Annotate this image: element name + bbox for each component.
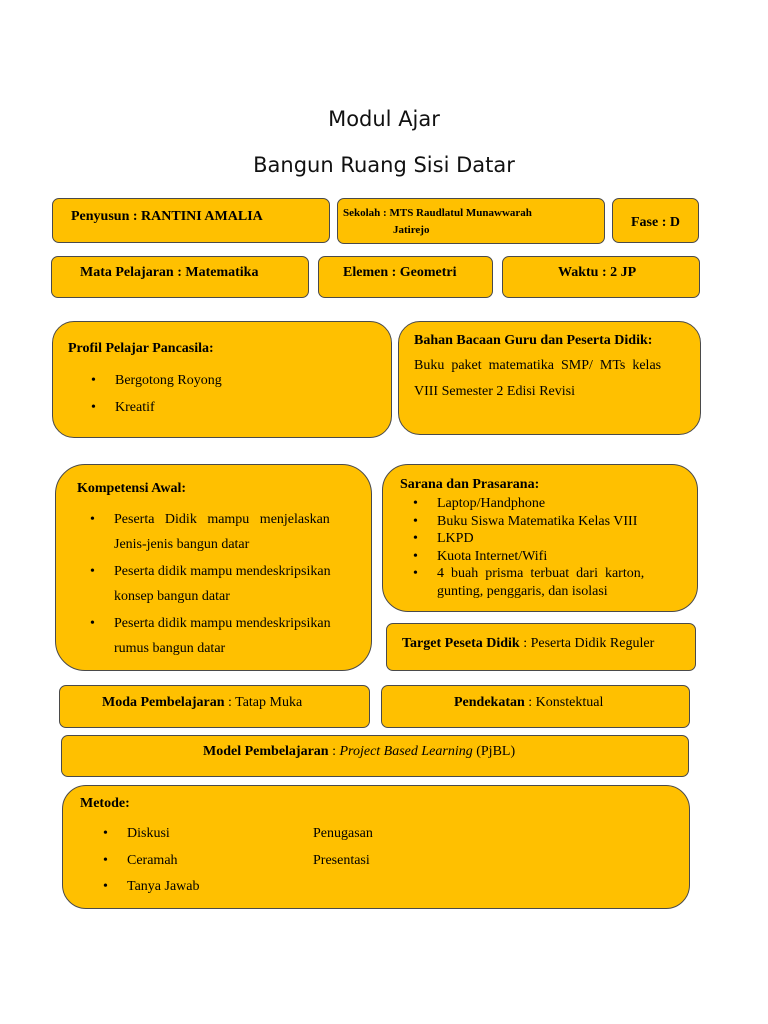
pendekatan-label: Pendekatan bbox=[454, 695, 525, 710]
list-item-line: • Peserta didik mampu mendeskripsikan bbox=[114, 616, 331, 631]
profil-list bbox=[83, 367, 222, 421]
page-subtitle: Bangun Ruang Sisi Datar bbox=[253, 153, 515, 177]
bahan-box bbox=[398, 321, 701, 435]
sekolah-place: Jatirejo bbox=[393, 224, 430, 236]
list-item-line: • Peserta didik mampu mendeskripsikan bbox=[114, 564, 331, 579]
list-item-line: • 4 buah prisma terbuat dari karton, bbox=[437, 566, 645, 581]
list-item-line: • Peserta Didik mampu menjelaskan bbox=[114, 512, 330, 527]
moda-box bbox=[59, 685, 370, 728]
list-item: • Laptop/Handphone bbox=[405, 495, 685, 513]
kompetensi-list bbox=[82, 507, 356, 661]
model-line bbox=[203, 744, 515, 760]
model-box bbox=[61, 735, 689, 777]
list-item: • Tanya Jawab bbox=[95, 874, 200, 901]
sarana-heading: Sarana dan Prasarana: bbox=[400, 477, 540, 492]
list-item-line: konsep bangun datar bbox=[114, 589, 230, 604]
bahan-line-1: Buku paket matematika SMP/ MTs kelas bbox=[414, 358, 662, 373]
sekolah-name: MTS Raudlatul Munawwarah bbox=[389, 207, 532, 219]
model-sep: : bbox=[328, 744, 340, 759]
moda-label: Moda Pembelajaran bbox=[102, 695, 225, 710]
fase-box bbox=[612, 198, 699, 243]
kompetensi-box bbox=[55, 464, 372, 671]
list-item-line: Jenis-jenis bangun datar bbox=[114, 537, 250, 552]
profil-heading: Profil Pelajar Pancasila: bbox=[68, 341, 214, 356]
pendekatan-box bbox=[381, 685, 690, 728]
waktu-box bbox=[502, 256, 700, 298]
list-item: • Buku Siswa Matematika Kelas VIII bbox=[405, 513, 685, 531]
model-value: Project Based Learning bbox=[339, 744, 473, 759]
sekolah-line bbox=[343, 207, 532, 219]
kompetensi-heading: Kompetensi Awal: bbox=[77, 481, 187, 496]
list-item: • Bergotong Royong bbox=[83, 367, 222, 394]
moda-value: : Tatap Muka bbox=[224, 695, 303, 710]
list-item: • Kreatif bbox=[83, 394, 222, 421]
sarana-list bbox=[405, 495, 685, 600]
metode-list-right bbox=[313, 821, 373, 874]
list-item: Penugasan bbox=[313, 826, 373, 841]
profil-box bbox=[52, 321, 392, 438]
list-item-line: gunting, penggaris, dan isolasi bbox=[437, 583, 608, 599]
list-item: • Kuota Internet/Wifi bbox=[405, 548, 685, 566]
fase-text: Fase : D bbox=[631, 215, 680, 230]
list-item bbox=[405, 565, 685, 600]
target-label: Target Peseta Didik bbox=[402, 636, 520, 651]
metode-list-left bbox=[95, 821, 200, 901]
penyusun-text: Penyusun : RANTINI AMALIA bbox=[71, 209, 263, 224]
sarana-box bbox=[382, 464, 698, 612]
list-item bbox=[82, 559, 356, 609]
list-item bbox=[82, 507, 356, 557]
mapel-box bbox=[51, 256, 309, 298]
list-item: • LKPD bbox=[405, 530, 685, 548]
list-item: • Diskusi bbox=[95, 821, 200, 848]
sekolah-box bbox=[337, 198, 605, 244]
bahan-line-2: VIII Semester 2 Edisi Revisi bbox=[414, 384, 575, 399]
target-value: : Peserta Didik Reguler bbox=[519, 636, 655, 651]
sekolah-label: Sekolah : bbox=[343, 207, 390, 219]
page-title: Modul Ajar bbox=[328, 107, 440, 131]
list-item: Presentasi bbox=[313, 852, 370, 868]
bahan-heading: Bahan Bacaan Guru dan Peserta Didik: bbox=[414, 333, 653, 348]
list-item bbox=[82, 611, 356, 661]
pendekatan-line bbox=[454, 695, 603, 711]
model-label: Model Pembelajaran bbox=[203, 744, 329, 759]
metode-box bbox=[62, 785, 690, 909]
waktu-text: Waktu : 2 JP bbox=[558, 265, 637, 280]
elemen-text: Elemen : Geometri bbox=[343, 265, 457, 280]
list-item-line: rumus bangun datar bbox=[114, 641, 226, 656]
elemen-box bbox=[318, 256, 493, 298]
list-item: • Ceramah bbox=[95, 848, 200, 875]
penyusun-box bbox=[52, 198, 330, 243]
target-line bbox=[402, 636, 654, 652]
pendekatan-value: : Konstektual bbox=[524, 695, 604, 710]
model-suffix: (PjBL) bbox=[472, 744, 516, 759]
mapel-text: Mata Pelajaran : Matematika bbox=[80, 265, 259, 280]
moda-line bbox=[102, 695, 302, 711]
target-box bbox=[386, 623, 696, 671]
metode-heading: Metode: bbox=[80, 796, 130, 811]
